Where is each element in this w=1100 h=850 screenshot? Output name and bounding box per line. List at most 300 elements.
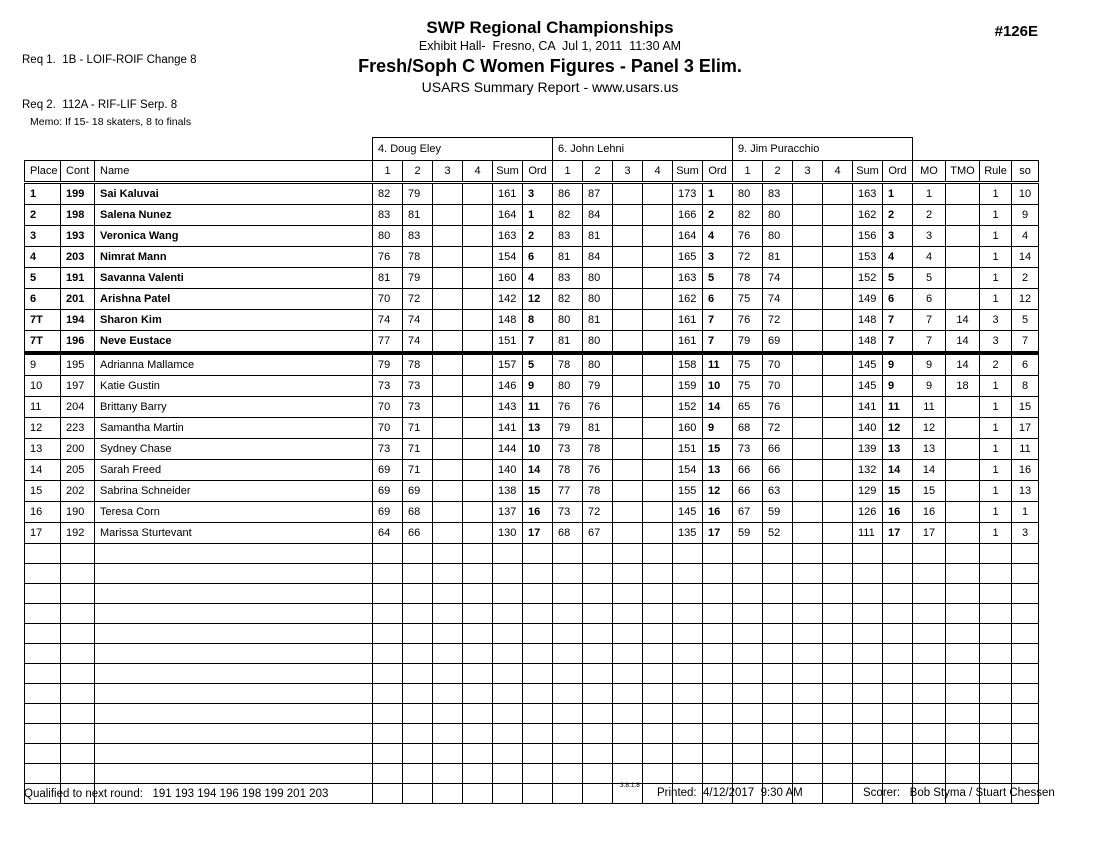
judge2-ord-cell: 13 [703,460,733,481]
rule-cell: 1 [980,460,1012,481]
judge1-score-cell: 71 [403,418,433,439]
judge2-score-cell [643,247,673,268]
judge3-ord-cell [883,744,913,764]
judge3-score-cell [763,704,793,724]
judge3-score-cell [733,724,763,744]
judge2-score-cell [553,664,583,684]
judge1-sum-cell [493,724,523,744]
judge3-score-cell [823,481,853,502]
mo-cell: 4 [913,247,946,268]
place-cell [25,764,61,784]
judge1-ord-cell: 6 [523,247,553,268]
judge2-score-cell [553,684,583,704]
judge3-score-cell [793,502,823,523]
name-cell: Katie Gustin [95,376,373,397]
judge2-score-cell: 76 [583,397,613,418]
mo-cell: 7 [913,310,946,331]
tmo-cell [946,684,980,704]
judge1-score-cell [463,523,493,544]
rule-cell: 1 [980,376,1012,397]
judge2-score-cell [643,397,673,418]
judge1-score-cell: 69 [403,481,433,502]
judge2-ord-cell: 15 [703,439,733,460]
judge1-score-cell [433,353,463,376]
judge2-score-cell [553,644,583,664]
judge2-ord-cell [703,644,733,664]
place-cell: 14 [25,460,61,481]
judge1-score-cell [463,584,493,604]
judge3-score-cell [733,744,763,764]
judge1-sum-cell: 141 [493,418,523,439]
judge3-score-cell [733,624,763,644]
judge1-score-cell [373,564,403,584]
judge2-score-cell [583,664,613,684]
place-cell: 13 [25,439,61,460]
judge1-score-cell [433,604,463,624]
rule-cell [980,584,1012,604]
judge2-score-cell [613,544,643,564]
judge3-ord-cell [883,644,913,664]
place-cell: 5 [25,268,61,289]
rule-cell: 1 [980,439,1012,460]
judge3-ord-cell: 11 [883,397,913,418]
col-header-judge2-trial4: 4 [643,161,673,183]
judge3-score-cell: 74 [763,289,793,310]
table-row [25,205,1039,226]
judge1-score-cell [373,604,403,624]
tmo-cell [946,523,980,544]
empty-row [25,664,1039,684]
judge1-sum-cell: 151 [493,331,523,354]
judge2-score-cell: 81 [583,418,613,439]
rule-cell: 1 [980,289,1012,310]
so-cell [1012,584,1039,604]
judge2-ord-cell [703,664,733,684]
judge2-score-cell: 78 [553,353,583,376]
judge3-score-cell [823,268,853,289]
judge3-sum-cell: 156 [853,226,883,247]
place-cell [25,704,61,724]
judge3-score-cell: 65 [733,397,763,418]
judge1-score-cell: 79 [373,353,403,376]
judge3-score-cell: 83 [763,183,793,205]
so-cell: 4 [1012,226,1039,247]
rule-cell: 1 [980,247,1012,268]
name-cell: Arishna Patel [95,289,373,310]
empty-row [25,624,1039,644]
judge1-score-cell [403,564,433,584]
so-cell: 2 [1012,268,1039,289]
judge2-score-cell [643,205,673,226]
judge1-score-cell: 70 [373,397,403,418]
judge1-sum-cell: 157 [493,353,523,376]
judge1-score-cell [433,439,463,460]
mo-cell: 15 [913,481,946,502]
judge2-score-cell [583,644,613,664]
judge2-sum-cell: 165 [673,247,703,268]
judge3-score-cell [823,353,853,376]
judge2-sum-cell: 152 [673,397,703,418]
judge2-ord-cell: 1 [703,183,733,205]
judge3-score-cell [823,624,853,644]
judge2-score-cell: 86 [553,183,583,205]
judge1-ord-cell [523,584,553,604]
judge3-sum-cell: 153 [853,247,883,268]
cont-cell: 197 [61,376,95,397]
col-header-judge3-trial4: 4 [823,161,853,183]
cont-cell: 199 [61,183,95,205]
judge1-ord-cell: 17 [523,523,553,544]
col-header-place: Place [25,161,61,183]
col-header-judge2-trial1: 1 [553,161,583,183]
name-cell [95,584,373,604]
so-cell: 11 [1012,439,1039,460]
cont-cell [61,664,95,684]
judge1-score-cell: 73 [373,439,403,460]
judge3-score-cell [793,481,823,502]
judge2-score-cell: 78 [553,460,583,481]
name-cell [95,764,373,784]
judge2-score-cell: 73 [553,502,583,523]
empty-row [25,644,1039,664]
judge2-score-cell: 79 [553,418,583,439]
mo-cell [913,604,946,624]
judge2-sum-cell: 164 [673,226,703,247]
judge3-score-cell [793,268,823,289]
judge1-ord-cell [523,624,553,644]
judge3-sum-cell: 148 [853,331,883,354]
judge3-score-cell [763,564,793,584]
judge3-sum-cell: 145 [853,376,883,397]
judge2-score-cell: 80 [583,289,613,310]
judge3-ord-cell: 2 [883,205,913,226]
empty-row [25,684,1039,704]
judge2-ord-cell [703,624,733,644]
judge1-score-cell [433,226,463,247]
judge3-score-cell [823,376,853,397]
judge3-ord-cell: 7 [883,331,913,354]
col-header-judge2-trial2: 2 [583,161,613,183]
judge2-score-cell [643,439,673,460]
tmo-cell [946,502,980,523]
place-cell: 1 [25,183,61,205]
judge3-score-cell: 52 [763,523,793,544]
judge3-sum-cell [853,644,883,664]
col-header-judge3-trial3: 3 [793,161,823,183]
cont-cell: 196 [61,331,95,354]
judge1-score-cell [373,544,403,564]
judge1-score-cell [373,704,403,724]
mo-cell: 1 [913,183,946,205]
judge1-score-cell: 69 [373,481,403,502]
judge1-score-cell: 83 [373,205,403,226]
judge2-score-cell [643,268,673,289]
col-header-so: so [1012,161,1039,183]
judge3-score-cell: 80 [763,205,793,226]
judge2-score-cell [613,226,643,247]
judge1-sum-cell [493,544,523,564]
judge1-sum-cell [493,564,523,584]
so-cell: 5 [1012,310,1039,331]
judge1-ord-cell: 7 [523,331,553,354]
judge1-sum-cell [493,664,523,684]
empty-row [25,584,1039,604]
name-cell: Savanna Valenti [95,268,373,289]
judge2-score-cell [583,684,613,704]
tmo-cell [946,268,980,289]
judge-row-spacer [25,138,373,161]
judge3-score-cell [823,744,853,764]
judge3-score-cell [733,644,763,664]
judge1-sum-cell: 130 [493,523,523,544]
judge1-score-cell [403,744,433,764]
so-cell [1012,544,1039,564]
judge2-sum-cell: 145 [673,502,703,523]
judge2-score-cell: 84 [583,205,613,226]
mo-cell: 14 [913,460,946,481]
judge2-score-cell [613,376,643,397]
judge3-ord-cell: 14 [883,460,913,481]
judge2-score-cell [643,183,673,205]
rule-cell: 3 [980,310,1012,331]
judge1-ord-cell [523,644,553,664]
judge3-score-cell [823,289,853,310]
judge1-score-cell [403,664,433,684]
judge2-ord-cell: 7 [703,310,733,331]
judge3-score-cell [823,724,853,744]
judge2-score-cell [553,704,583,724]
judge2-score-cell [643,724,673,744]
judge2-score-cell: 80 [583,353,613,376]
cont-cell: 190 [61,502,95,523]
judge1-score-cell [433,247,463,268]
place-cell: 2 [25,205,61,226]
judge1-score-cell [433,624,463,644]
judge1-ord-cell: 13 [523,418,553,439]
judge1-ord-cell: 8 [523,310,553,331]
judge3-sum-cell [853,684,883,704]
judge1-ord-cell [523,664,553,684]
judge3-score-cell [823,439,853,460]
tmo-cell [946,460,980,481]
judge1-score-cell [403,604,433,624]
judge2-ord-cell: 11 [703,353,733,376]
name-cell [95,604,373,624]
judge-header-row [25,138,1039,161]
req-line-1: Req 1. 1B - LOIF-ROIF Change 8 [22,54,197,66]
judge1-sum-cell: 138 [493,481,523,502]
judge2-sum-cell [673,584,703,604]
judge1-ord-cell [523,744,553,764]
col-header-judge1-sum: Sum [493,161,523,183]
name-cell: Brittany Barry [95,397,373,418]
table-row [25,226,1039,247]
cont-cell [61,704,95,724]
judge2-score-cell: 81 [553,247,583,268]
judge1-score-cell [433,310,463,331]
judge1-score-cell: 79 [403,183,433,205]
judge1-score-cell: 74 [403,310,433,331]
cont-cell [61,724,95,744]
judge1-score-cell [433,724,463,744]
judge2-sum-cell: 173 [673,183,703,205]
judge2-ord-cell: 12 [703,481,733,502]
judge3-ord-cell [883,564,913,584]
judge1-sum-cell: 161 [493,183,523,205]
judge2-score-cell [613,644,643,664]
judge2-score-cell [553,744,583,764]
judge2-score-cell: 84 [583,247,613,268]
name-cell: Veronica Wang [95,226,373,247]
judge1-ord-cell: 3 [523,183,553,205]
judge2-score-cell: 78 [583,439,613,460]
judge1-score-cell [463,331,493,354]
judge1-score-cell [463,544,493,564]
judge3-score-cell [793,460,823,481]
judge3-score-cell [823,523,853,544]
mo-cell [913,744,946,764]
col-header-name: Name [95,161,373,183]
judge1-ord-cell [523,684,553,704]
judge3-sum-cell: 132 [853,460,883,481]
judge1-ord-cell: 15 [523,481,553,502]
judge1-score-cell [373,784,403,804]
judge2-score-cell [643,289,673,310]
judge1-score-cell [433,684,463,704]
judge3-score-cell: 72 [763,310,793,331]
judge1-sum-cell: 163 [493,226,523,247]
judge2-score-cell [613,289,643,310]
tmo-cell [946,704,980,724]
judge3-score-cell [823,544,853,564]
judge3-score-cell [763,684,793,704]
judge3-score-cell [763,544,793,564]
judge2-score-cell [643,502,673,523]
judge2-score-cell [613,439,643,460]
table-row [25,310,1039,331]
judge2-ord-cell [703,564,733,584]
place-cell [25,604,61,624]
judge3-score-cell: 69 [763,331,793,354]
rule-cell: 3 [980,331,1012,354]
name-cell: Sai Kaluvai [95,183,373,205]
judge3-score-cell [793,226,823,247]
tmo-cell [946,205,980,226]
mo-cell: 12 [913,418,946,439]
judge2-ord-cell [703,584,733,604]
judge3-score-cell: 76 [733,226,763,247]
judge1-sum-cell: 160 [493,268,523,289]
judge1-ord-cell: 2 [523,226,553,247]
col-header-cont: Cont [61,161,95,183]
judge3-score-cell [763,644,793,664]
judge3-sum-cell [853,664,883,684]
judge3-score-cell [793,331,823,354]
judge1-score-cell [463,376,493,397]
judge3-score-cell: 73 [733,439,763,460]
judge3-score-cell [793,544,823,564]
judge3-score-cell [733,564,763,584]
judge2-score-cell: 81 [553,331,583,354]
tmo-cell [946,418,980,439]
judge1-score-cell [373,664,403,684]
place-cell: 4 [25,247,61,268]
judge3-score-cell [823,247,853,268]
version-text: 3.8.1.8 [620,782,640,789]
mo-cell [913,644,946,664]
mo-cell: 16 [913,502,946,523]
place-cell: 10 [25,376,61,397]
mo-cell [913,684,946,704]
judge3-score-cell [793,624,823,644]
judge3-score-cell: 72 [733,247,763,268]
judge1-ord-cell: 5 [523,353,553,376]
judge3-score-cell: 75 [733,376,763,397]
name-cell [95,644,373,664]
table-row [25,502,1039,523]
judge1-score-cell [403,644,433,664]
name-cell: Sarah Freed [95,460,373,481]
judge2-score-cell [583,584,613,604]
judge1-sum-cell: 137 [493,502,523,523]
rule-cell: 1 [980,397,1012,418]
judge3-score-cell: 68 [733,418,763,439]
judge1-score-cell [463,724,493,744]
judge2-score-cell [643,664,673,684]
judge1-score-cell: 71 [403,460,433,481]
tmo-cell [946,289,980,310]
so-cell: 13 [1012,481,1039,502]
judge2-sum-cell: 162 [673,289,703,310]
judge1-score-cell: 70 [373,418,403,439]
judge3-ord-cell [883,684,913,704]
judge1-score-cell [463,664,493,684]
cont-cell [61,684,95,704]
tmo-cell [946,664,980,684]
judge3-sum-cell [853,544,883,564]
judge2-score-cell [643,460,673,481]
judge3-ord-cell: 15 [883,481,913,502]
judge2-score-cell [613,604,643,624]
judge1-score-cell: 78 [403,353,433,376]
so-cell [1012,644,1039,664]
judge3-ord-cell: 7 [883,310,913,331]
judge2-sum-cell [673,644,703,664]
cont-cell: 201 [61,289,95,310]
judge1-score-cell [433,460,463,481]
so-cell: 12 [1012,289,1039,310]
col-header-judge2-trial3: 3 [613,161,643,183]
judge3-sum-cell [853,724,883,744]
judge3-sum-cell: 148 [853,310,883,331]
tmo-cell [946,226,980,247]
judge2-score-cell [643,310,673,331]
judge2-ord-cell [703,724,733,744]
place-cell: 17 [25,523,61,544]
judge2-score-cell [583,784,613,804]
mo-cell: 11 [913,397,946,418]
judge-row-spacer [913,138,1039,161]
judge1-score-cell: 64 [373,523,403,544]
mo-cell [913,564,946,584]
judge2-score-cell [613,684,643,704]
judge3-score-cell [823,226,853,247]
tmo-cell [946,544,980,564]
col-header-judge3-trial2: 2 [763,161,793,183]
so-cell: 9 [1012,205,1039,226]
cont-cell [61,624,95,644]
rule-cell [980,544,1012,564]
